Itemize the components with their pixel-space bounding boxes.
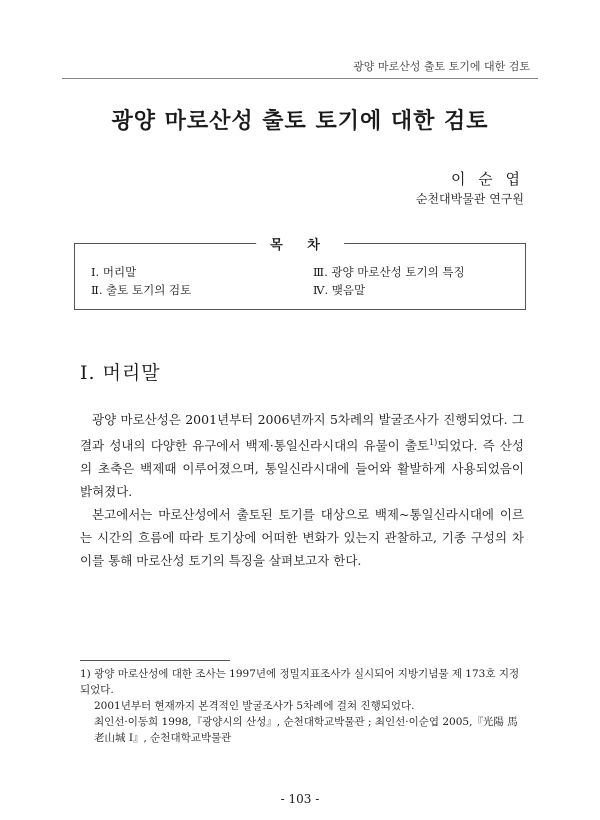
footnote-line: 최인선·이동희 1998,『광양시의 산성』, 순천대학교박물관 ; 최인선·이순엽 2005,『光陽 馬老山城 Ⅰ』, 순천대학교박물관 [94,716,518,744]
footnote-line: 2001년부터 현재까지 본격적인 발굴조사가 5차례에 걸쳐 진행되었다. [94,700,415,712]
toc-item: Ⅳ. 맺음말 [313,283,366,297]
paper-title: 광양 마로산성 출토 토기에 대한 검토 [111,108,489,134]
footnote-line: 1) 광양 마로산성에 대한 조사는 1997년에 정밀지표조사가 실시되어 지방기념물 제 173호 지정되었다. [80,668,520,696]
author-affiliation: 순천대박물관 연구원 [415,192,524,206]
header-rule [62,78,538,79]
table-of-contents [74,238,526,310]
body-text [80,408,524,572]
paragraph [80,408,524,503]
toc-item: Ⅰ. 머리말 [91,265,137,279]
toc-item: Ⅱ. 출토 토기의 검토 [91,283,192,297]
footnote-ref: 1) [429,438,438,447]
running-header: 광양 마로산성 출토 토기에 대한 검토 [353,60,530,73]
footnote-rule [80,660,230,661]
page-number: - 103 - [280,792,320,806]
author-name: 이 순 엽 [450,170,524,188]
paragraph-text: 광양 마로산성은 2001년부터 2006년까지 5차례의 발굴조사가 진행되었다. 그 결과 성내의 다양한 유구에서 백제·통일신라시대의 유물이 출토 [80,412,524,454]
section-heading: Ⅰ. 머리말 [80,362,161,384]
paragraph-text: 되었다. 즉 산성의 초축은 백제때 이루어졌으며, 통일신라시대에 들어와 활발하게 사용되었음이 밝혀졌다. [80,438,524,500]
paragraph: 본고에서는 마로산성에서 출토된 토기를 대상으로 백제~통일신라시대에 이르는 시간의 흐름에 따라 토기상에 어떠한 변화가 있는지 관찰하고, 기종 구성의 차이를 통해 마로산성 토기의 특징을 살펴보고자 한다. [80,507,524,569]
footnote [80,666,524,746]
toc-heading: 목 차 [256,234,344,253]
toc-item: Ⅲ. 광양 마로산성 토기의 특징 [313,265,465,279]
